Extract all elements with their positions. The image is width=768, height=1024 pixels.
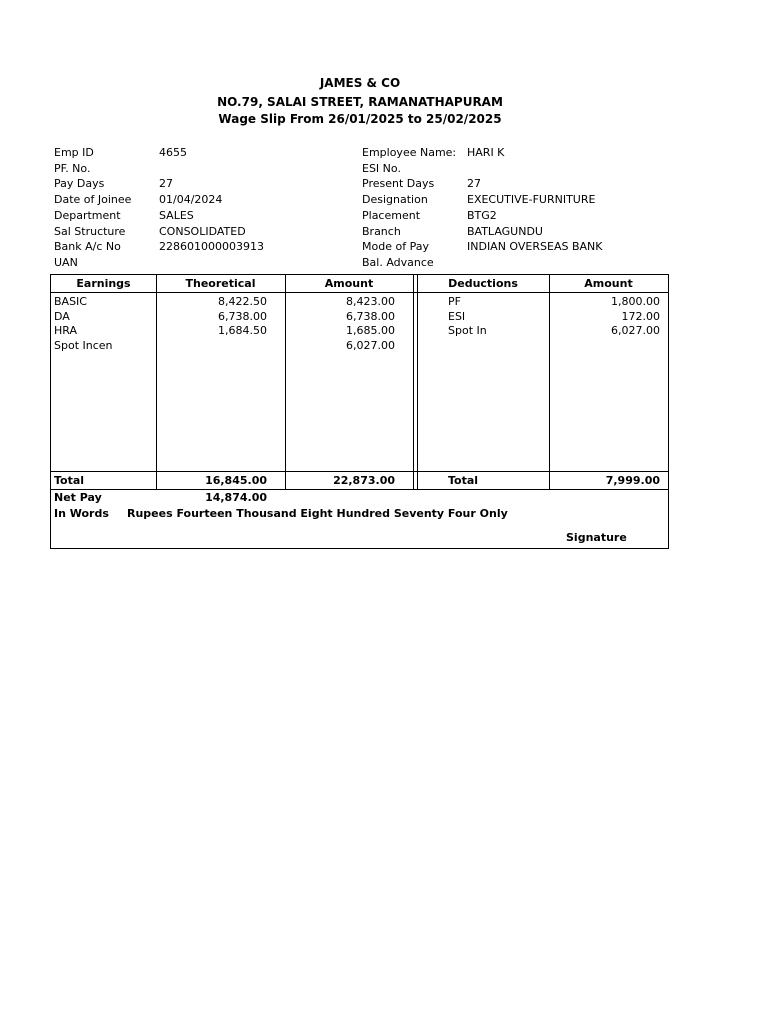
sal-structure-value: CONSOLIDATED bbox=[159, 225, 246, 238]
total-label: Total bbox=[54, 474, 85, 487]
employee-name-label: Employee Name: bbox=[362, 146, 457, 159]
total-deductions-amount: 7,999.00 bbox=[605, 474, 660, 487]
uan-label: UAN bbox=[54, 256, 78, 269]
earning-amount: 8,423.00 bbox=[346, 295, 395, 308]
mode-of-pay-label: Mode of Pay bbox=[362, 240, 429, 253]
company-name: JAMES & CO bbox=[319, 76, 401, 90]
earning-theoretical: 6,738.00 bbox=[218, 310, 267, 323]
theoretical-header: Theoretical bbox=[185, 277, 256, 290]
esi-no-label: ESI No. bbox=[362, 162, 401, 175]
present-days-label: Present Days bbox=[362, 177, 435, 190]
deduction-amount: 6,027.00 bbox=[611, 324, 660, 337]
amount-header: Amount bbox=[324, 277, 374, 290]
net-pay-value: 14,874.00 bbox=[205, 491, 267, 504]
mode-of-pay-value: INDIAN OVERSEAS BANK bbox=[467, 240, 603, 253]
in-words-value: Rupees Fourteen Thousand Eight Hundred Seventy Four Only bbox=[127, 507, 508, 520]
signature-label: Signature bbox=[566, 531, 627, 544]
designation-label: Designation bbox=[362, 193, 428, 206]
pay-days-label: Pay Days bbox=[54, 177, 105, 190]
total-deductions-label: Total bbox=[448, 474, 479, 487]
in-words-label: In Words bbox=[54, 507, 109, 520]
column-divider bbox=[417, 275, 418, 490]
bal-advance-label: Bal. Advance bbox=[362, 256, 434, 269]
deduction-name: ESI bbox=[448, 310, 466, 323]
bank-ac-value: 228601000003913 bbox=[159, 240, 264, 253]
department-value: SALES bbox=[159, 209, 194, 222]
earning-amount: 6,738.00 bbox=[346, 310, 395, 323]
wage-slip-period: Wage Slip From 26/01/2025 to 25/02/2025 bbox=[218, 112, 502, 126]
deduction-amount: 1,800.00 bbox=[611, 295, 660, 308]
deduction-name: Spot In bbox=[448, 324, 487, 337]
earning-theoretical: 8,422.50 bbox=[218, 295, 267, 308]
total-bottom-divider bbox=[51, 489, 668, 490]
present-days-value: 27 bbox=[467, 177, 481, 190]
earnings-header: Earnings bbox=[76, 277, 131, 290]
salary-table bbox=[50, 274, 669, 549]
emp-id-value: 4655 bbox=[159, 146, 187, 159]
designation-value: EXECUTIVE-FURNITURE bbox=[467, 193, 596, 206]
deduction-name: PF bbox=[448, 295, 461, 308]
department-label: Department bbox=[54, 209, 121, 222]
branch-label: Branch bbox=[362, 225, 401, 238]
date-of-joinee-value: 01/04/2024 bbox=[159, 193, 223, 206]
placement-label: Placement bbox=[362, 209, 421, 222]
net-pay-label: Net Pay bbox=[54, 491, 102, 504]
deduction-amount-header: Amount bbox=[584, 277, 633, 290]
sal-structure-label: Sal Structure bbox=[54, 225, 126, 238]
earning-amount: 6,027.00 bbox=[346, 339, 395, 352]
employee-name-value: HARI K bbox=[467, 146, 505, 159]
earning-name: BASIC bbox=[54, 295, 87, 308]
total-amount: 22,873.00 bbox=[333, 474, 395, 487]
column-divider bbox=[413, 275, 414, 490]
emp-id-label: Emp ID bbox=[54, 146, 94, 159]
deductions-header: Deductions bbox=[448, 277, 518, 290]
bank-ac-label: Bank A/c No bbox=[54, 240, 121, 253]
earning-theoretical: 1,684.50 bbox=[218, 324, 267, 337]
total-top-divider bbox=[51, 471, 668, 472]
earning-name: DA bbox=[54, 310, 70, 323]
company-address: NO.79, SALAI STREET, RAMANATHAPURAM bbox=[217, 95, 503, 109]
date-of-joinee-label: Date of Joinee bbox=[54, 193, 132, 206]
total-theoretical: 16,845.00 bbox=[205, 474, 267, 487]
earning-amount: 1,685.00 bbox=[346, 324, 395, 337]
deduction-amount: 172.00 bbox=[621, 310, 660, 323]
earning-name: Spot Incen bbox=[54, 339, 113, 352]
branch-value: BATLAGUNDU bbox=[467, 225, 543, 238]
pf-no-label: PF. No. bbox=[54, 162, 91, 175]
placement-value: BTG2 bbox=[467, 209, 497, 222]
header-divider bbox=[51, 292, 668, 293]
pay-days-value: 27 bbox=[159, 177, 173, 190]
earning-name: HRA bbox=[54, 324, 77, 337]
